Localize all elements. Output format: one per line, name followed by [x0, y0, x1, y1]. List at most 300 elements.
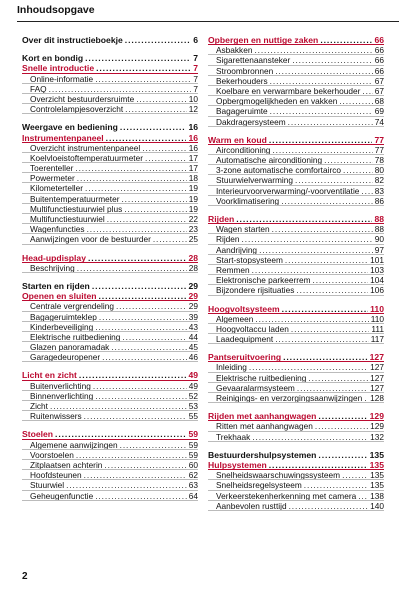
toc-entry-page: 132	[370, 431, 384, 442]
toc-subentry[interactable]	[22, 401, 198, 411]
toc-entry-page: 88	[374, 224, 384, 235]
dot-leader	[125, 104, 187, 114]
toc-spacer	[208, 206, 384, 214]
dot-leader	[88, 253, 186, 263]
toc-subentry[interactable]	[208, 165, 384, 175]
header-title: Inhoudsopgave	[17, 4, 95, 16]
toc-entry-label: Bagageruimteklep	[30, 311, 97, 322]
toc-section[interactable]	[208, 135, 384, 145]
toc-subentry[interactable]	[22, 301, 198, 311]
dot-leader	[49, 84, 192, 94]
toc-entry-label: Trekhaak	[216, 431, 251, 442]
toc-subentry[interactable]	[22, 204, 198, 214]
dot-leader	[50, 401, 187, 411]
toc-section[interactable]	[208, 352, 384, 362]
toc-subentry[interactable]	[208, 324, 384, 334]
toc-entry-label: Algemeen	[216, 313, 254, 324]
toc-entry-label: Weergave en bediening	[22, 122, 118, 133]
dot-leader	[104, 460, 186, 470]
toc-chapter[interactable]	[208, 450, 384, 460]
toc-entry-page: 77	[374, 144, 384, 155]
toc-entry-page: 16	[188, 132, 198, 143]
toc-section[interactable]	[22, 370, 198, 380]
toc-entry-page: 7	[193, 83, 198, 94]
toc-entry-page: 77	[374, 134, 384, 145]
dot-leader	[315, 421, 368, 431]
toc-subentry[interactable]	[22, 460, 198, 470]
toc-subentry[interactable]	[208, 275, 384, 285]
toc-subentry[interactable]	[208, 145, 384, 155]
dot-leader	[324, 155, 373, 165]
toc-entry-page: 90	[374, 234, 384, 245]
toc-entry-label: Overzicht bestuurdersruimte	[30, 93, 135, 104]
toc-entry-label: Buitentemperatuurmeter	[30, 193, 120, 204]
page-number: 2	[22, 571, 28, 582]
toc-subentry[interactable]	[22, 173, 198, 183]
toc-subentry[interactable]	[208, 76, 384, 86]
toc-subentry[interactable]	[22, 153, 198, 163]
toc-subentry[interactable]	[208, 383, 384, 393]
toc-section[interactable]	[208, 411, 384, 421]
toc-entry-page: 49	[188, 370, 198, 381]
toc-subentry[interactable]	[208, 224, 384, 234]
toc-entry-label: Koelbare en verwarmbare bekerhouder	[216, 85, 361, 96]
dot-leader	[75, 163, 186, 173]
toc-subentry[interactable]	[208, 255, 384, 265]
toc-entry-label: Rijden	[208, 214, 235, 224]
toc-entry-label: Start-stopsysteem	[216, 254, 283, 265]
toc-entry-page: 86	[374, 195, 384, 206]
toc-entry-page: 43	[188, 321, 198, 332]
toc-entry-page: 129	[369, 411, 384, 422]
toc-entry-label: Elektronische parkeerrem	[216, 275, 311, 286]
dot-leader	[111, 342, 186, 352]
dot-leader	[95, 391, 187, 401]
toc-subentry[interactable]	[22, 322, 198, 332]
toc-entry-label: Ritten met aanhangwagen	[216, 421, 313, 432]
toc-entry-page: 135	[369, 459, 384, 470]
toc-subentry[interactable]	[22, 194, 198, 204]
dot-leader	[255, 314, 368, 324]
toc-entry-page: 117	[370, 334, 384, 345]
dot-leader	[296, 285, 368, 295]
toc-entry-label: Rijden	[216, 234, 240, 245]
toc-entry-page: 17	[188, 163, 198, 174]
toc-subentry[interactable]	[22, 491, 198, 501]
toc-subentry[interactable]	[208, 234, 384, 244]
toc-entry-page: 16	[188, 142, 198, 153]
toc-subentry[interactable]	[22, 342, 198, 352]
toc-subentry[interactable]	[208, 117, 384, 127]
toc-entry-label: Hoofdsteunen	[30, 470, 82, 481]
toc-entry-label: Binnenverlichting	[30, 390, 94, 401]
toc-entry-label: Kinderbeveiliging	[30, 321, 94, 332]
toc-subentry[interactable]	[22, 183, 198, 193]
toc-subentry[interactable]	[22, 332, 198, 342]
toc-entry-label: Beschrijving	[30, 262, 75, 273]
toc-subentry[interactable]	[22, 84, 198, 94]
toc-subentry[interactable]	[22, 312, 198, 322]
dot-leader	[120, 122, 187, 132]
toc-entry-page: 18	[188, 173, 198, 184]
toc-entry-page: 22	[188, 214, 198, 224]
toc-subentry[interactable]	[22, 234, 198, 244]
dot-leader	[272, 145, 372, 155]
dot-leader	[116, 301, 187, 311]
dot-leader	[295, 175, 373, 185]
toc-entry-label: Algemene aanwijzingen	[30, 439, 118, 450]
toc-entry-label: Asbakken	[216, 45, 253, 56]
toc-section[interactable]	[22, 63, 198, 73]
toc-entry-label: Snelle introductie	[22, 63, 95, 74]
page-header	[17, 2, 399, 22]
dot-leader	[275, 334, 369, 344]
toc-entry-label: Centrale vergrendeling	[30, 301, 114, 312]
toc-entry-page: 10	[188, 93, 198, 104]
toc-entry-page: 68	[374, 96, 384, 107]
dot-leader	[283, 352, 368, 362]
toc-entry-page: 78	[374, 155, 384, 166]
dot-leader	[145, 153, 187, 163]
toc-subentry[interactable]	[208, 501, 384, 511]
toc-entry-label: Powermeter	[30, 173, 75, 184]
toc-entry-page: 52	[188, 390, 198, 401]
toc-subentry[interactable]	[208, 362, 384, 372]
toc-subentry[interactable]	[208, 66, 384, 76]
dot-leader	[339, 96, 372, 106]
toc-entry-label: Aanwijzingen voor de bestuurder	[30, 234, 151, 245]
toc-entry-page: 127	[369, 352, 384, 363]
toc-entry-label: Interieurvoorverwarming/-voorventilatie	[216, 185, 360, 196]
toc-subentry[interactable]	[22, 163, 198, 173]
toc-entry-label: Pantseruitvoering	[208, 352, 282, 363]
dot-leader	[66, 480, 187, 490]
dot-leader	[102, 352, 187, 362]
toc-spacer	[22, 273, 198, 281]
toc-entry-label: Reinigings- en verzorgingsaanwijzingen	[216, 393, 363, 403]
toc-entry-label: Sigarettenaansteker	[216, 55, 291, 66]
toc-entry-label: Geheugenfunctie	[30, 490, 94, 501]
toc-entry-page: 88	[374, 214, 384, 224]
toc-entry-page: 127	[370, 362, 384, 373]
toc-subentry[interactable]	[208, 186, 384, 196]
toc-entry-label: Online-informatie	[30, 73, 94, 84]
dot-leader	[85, 53, 191, 63]
toc-entry-page: 111	[371, 323, 384, 334]
toc-subentry[interactable]	[22, 104, 198, 114]
dot-leader	[291, 324, 369, 334]
toc-entry-label: Controlelampjesoverzicht	[30, 104, 124, 115]
toc-subentry[interactable]	[208, 393, 384, 403]
toc-section[interactable]	[22, 253, 198, 263]
dot-leader	[95, 74, 191, 84]
dot-leader	[96, 63, 191, 73]
dot-leader	[95, 322, 187, 332]
toc-subentry[interactable]	[208, 334, 384, 344]
toc-entry-page: 67	[374, 85, 384, 96]
dot-leader	[236, 214, 372, 224]
dot-leader	[272, 224, 373, 234]
toc-entry-page: 49	[188, 380, 198, 391]
toc-section[interactable]	[208, 304, 384, 314]
toc-subentry[interactable]	[22, 143, 198, 153]
toc-entry-page: 97	[374, 244, 384, 255]
toc-entry-label: Wagen starten	[216, 224, 270, 235]
dot-leader	[125, 35, 191, 45]
toc-entry-page: 69	[374, 106, 384, 117]
dot-leader	[76, 450, 187, 460]
toc-entry-label: Elektrische ruitbediening	[216, 372, 307, 383]
toc-subentry[interactable]	[22, 391, 198, 401]
dot-leader	[292, 55, 373, 65]
dot-leader	[107, 214, 187, 224]
toc-subentry[interactable]	[22, 352, 198, 362]
toc-section[interactable]	[22, 133, 198, 143]
toc-entry-page: 62	[188, 470, 198, 481]
toc-section[interactable]	[208, 35, 384, 45]
toc-entry-page: 29	[188, 291, 198, 302]
toc-entry-page: 19	[188, 193, 198, 204]
toc-subentry[interactable]	[208, 155, 384, 165]
dot-leader	[92, 281, 187, 291]
toc-entry-label: Bagageruimte	[216, 106, 268, 117]
toc-subentry[interactable]	[22, 94, 198, 104]
dot-leader	[99, 312, 187, 322]
dot-leader	[142, 143, 187, 153]
dot-leader	[85, 183, 187, 193]
toc-chapter[interactable]	[22, 281, 198, 291]
toc-subentry[interactable]	[208, 470, 384, 480]
toc-entry-label: Stuurwielverwarming	[216, 175, 294, 186]
dot-leader	[242, 234, 373, 244]
toc-entry-page: 29	[188, 280, 198, 291]
dot-leader	[318, 450, 367, 460]
toc-spacer	[208, 344, 384, 352]
toc-entry-page: 6	[193, 35, 198, 45]
toc-subentry[interactable]	[22, 470, 198, 480]
dot-leader	[361, 186, 372, 196]
toc-entry-label: Airconditioning	[216, 144, 271, 155]
toc-entry-label: Kort en bondig	[22, 53, 84, 64]
toc-entry-label: Kilometerteller	[30, 183, 84, 194]
dot-leader	[249, 362, 368, 372]
toc-entry-label: Dakdragersysteem	[216, 116, 286, 127]
dot-leader	[275, 66, 373, 76]
toc-subentry[interactable]	[22, 411, 198, 421]
toc-entry-label: Snelheidsregelsysteem	[216, 480, 302, 491]
dot-leader	[313, 275, 369, 285]
dot-leader	[318, 411, 367, 421]
toc-chapter[interactable]	[22, 53, 198, 63]
toc-subentry[interactable]	[22, 214, 198, 224]
toc-entry-page: 19	[188, 203, 198, 214]
toc-entry-label: Laadequipment	[216, 334, 274, 345]
toc-entry-label: Voorstoelen	[30, 449, 74, 460]
toc-spacer	[22, 45, 198, 53]
toc-entry-page: 129	[370, 421, 384, 432]
dot-leader	[364, 393, 368, 403]
toc-section[interactable]	[22, 291, 198, 301]
toc-entry-page: 28	[188, 262, 198, 273]
toc-entry-page: 128	[370, 393, 384, 403]
toc-entry-label: Inleiding	[216, 362, 247, 373]
dot-leader	[320, 35, 372, 45]
toc-entry-page: 63	[188, 480, 198, 491]
toc-subentry[interactable]	[22, 450, 198, 460]
dot-leader	[84, 411, 187, 421]
dot-leader	[153, 234, 187, 244]
toc-chapter[interactable]	[22, 35, 198, 45]
toc-entry-label: Stoelen	[22, 429, 54, 440]
toc-entry-label: Rijden met aanhangwagen	[208, 411, 317, 422]
dot-leader	[362, 86, 372, 96]
dot-leader	[136, 94, 187, 104]
toc-entry-page: 110	[370, 313, 384, 324]
toc-subentry[interactable]	[22, 440, 198, 450]
toc-spacer	[208, 127, 384, 135]
toc-entry-label: Elektrische ruitbediening	[30, 331, 121, 342]
toc-entry-page: 60	[188, 459, 198, 470]
dot-leader	[254, 45, 372, 55]
toc-entry-label: Voorklimatisering	[216, 195, 280, 206]
toc-entry-label: Glazen panoramadak	[30, 342, 110, 353]
toc-entry-label: Aanbevolen rusttijd	[216, 500, 287, 511]
toc-entry-label: Stuurwiel	[30, 480, 65, 491]
dot-leader	[120, 440, 187, 450]
toc-entry-page: 64	[188, 490, 198, 501]
toc-subentry[interactable]	[22, 381, 198, 391]
toc-section[interactable]	[208, 460, 384, 470]
dot-leader	[106, 133, 187, 143]
toc-section[interactable]	[22, 429, 198, 439]
toc-entry-page: 19	[188, 183, 198, 194]
toc-entry-label: Instrumentenpaneel	[22, 132, 104, 143]
toc-subentry[interactable]	[22, 74, 198, 84]
toc-section[interactable]	[208, 214, 384, 224]
toc-entry-label: Bijzondere rijsituaties	[216, 285, 295, 296]
toc-subentry[interactable]	[208, 265, 384, 275]
toc-entry-page: 17	[188, 152, 198, 163]
dot-leader	[308, 373, 368, 383]
toc-entry-page: 7	[193, 73, 198, 84]
toc-subentry[interactable]	[208, 314, 384, 324]
dot-leader	[93, 381, 187, 391]
toc-subentry[interactable]	[208, 432, 384, 442]
dot-leader	[55, 429, 186, 439]
toc-entry-label: Buitenverlichting	[30, 380, 91, 391]
toc-subentry[interactable]	[208, 106, 384, 116]
dot-leader	[252, 432, 368, 442]
toc-entry-label: Over dit instructieboekje	[22, 35, 123, 45]
toc-entry-page: 59	[188, 429, 198, 440]
toc-entry-label: Aandrijving	[216, 244, 258, 255]
dot-leader	[304, 480, 368, 490]
toc-subentry[interactable]	[208, 285, 384, 295]
toc-entry-page: 74	[374, 116, 384, 127]
toc-entry-label: Wagenfuncties	[30, 224, 85, 235]
toc-entry-label: Koelvloeistoftemperatuurmeter	[30, 152, 143, 163]
toc-entry-page: 59	[188, 439, 198, 450]
toc-subentry[interactable]	[208, 421, 384, 431]
toc-entry-page: 23	[188, 224, 198, 235]
toc-entry-page: 66	[374, 35, 384, 45]
dot-leader	[259, 245, 373, 255]
toc-spacer	[208, 296, 384, 304]
toc-entry-label: Stroombronnen	[216, 65, 274, 76]
toc-entry-page: 140	[370, 500, 384, 511]
toc-spacer	[208, 442, 384, 450]
dot-leader	[79, 370, 187, 380]
toc-subentry[interactable]	[208, 245, 384, 255]
dot-leader	[269, 135, 373, 145]
toc-entry-page: 12	[188, 104, 198, 115]
toc-entry-label: Warm en koud	[208, 134, 267, 145]
dot-leader	[282, 304, 368, 314]
toc-subentry[interactable]	[208, 480, 384, 490]
toc-entry-label: Opbergmogelijkheden en vakken	[216, 96, 338, 107]
toc-subentry[interactable]	[208, 373, 384, 383]
toc-subentry[interactable]	[22, 224, 198, 234]
toc-subentry[interactable]	[208, 86, 384, 96]
toc-entry-label: Multifunctiestuurwiel	[30, 214, 105, 224]
toc-subentry[interactable]	[22, 263, 198, 273]
dot-leader	[121, 194, 186, 204]
dot-leader	[77, 173, 187, 183]
toc-entry-page: 127	[370, 382, 384, 393]
toc-entry-label: Openen en sluiten	[22, 291, 97, 302]
toc-entry-page: 66	[374, 45, 384, 56]
toc-entry-page: 138	[370, 490, 384, 501]
dot-leader	[77, 263, 187, 273]
toc-spacer	[22, 362, 198, 370]
toc-entry-page: 82	[374, 175, 384, 186]
dot-leader	[270, 106, 373, 116]
dot-leader	[84, 470, 187, 480]
toc-entry-label: Multifunctiestuurwiel plus	[30, 203, 123, 214]
toc-entry-label: Hoogvoltsysteem	[208, 303, 280, 314]
toc-left-column	[22, 35, 198, 501]
toc-entry-page: 135	[370, 480, 384, 491]
dot-leader	[269, 460, 368, 470]
toc-chapter[interactable]	[22, 122, 198, 132]
toc-entry-label: Overzicht instrumentenpaneel	[30, 142, 141, 153]
toc-spacer	[22, 245, 198, 253]
toc-subentry[interactable]	[22, 480, 198, 490]
toc-entry-label: Snelheidswaarschuwingssysteem	[216, 470, 341, 481]
dot-leader	[289, 501, 369, 511]
toc-subentry[interactable]	[208, 491, 384, 501]
toc-entry-label: Hoogvoltaccu laden	[216, 323, 289, 334]
dot-leader	[99, 291, 187, 301]
toc-subentry[interactable]	[208, 96, 384, 106]
dot-leader	[343, 165, 373, 175]
toc-entry-page: 39	[188, 311, 198, 322]
toc-entry-page: 135	[370, 470, 384, 481]
dot-leader	[252, 265, 368, 275]
toc-entry-page: 106	[370, 285, 384, 296]
dot-leader	[288, 117, 373, 127]
toc-subentry[interactable]	[208, 175, 384, 185]
toc-entry-label: Zicht	[30, 401, 48, 411]
toc-subentry[interactable]	[208, 55, 384, 65]
toc-entry-label: Bekerhouders	[216, 75, 268, 86]
dot-leader	[270, 76, 373, 86]
toc-subentry[interactable]	[208, 45, 384, 55]
toc-entry-page: 66	[374, 65, 384, 76]
toc-entry-page: 29	[188, 301, 198, 312]
toc-subentry[interactable]	[208, 196, 384, 206]
dot-leader	[122, 332, 186, 342]
